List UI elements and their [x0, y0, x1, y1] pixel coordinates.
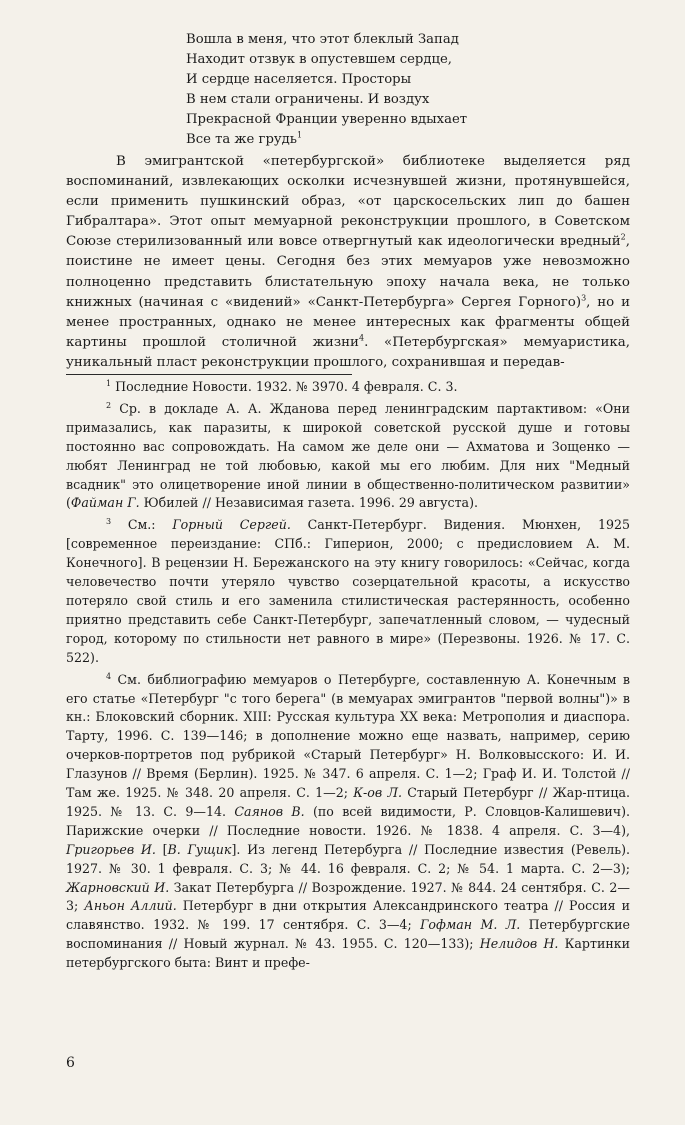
page-number: 6: [66, 1055, 75, 1071]
footnote-author: Саянов В.: [234, 803, 305, 819]
footnote-3: [66, 516, 630, 667]
poem-line: [186, 130, 626, 150]
poem-line-text: Все та же грудь: [186, 132, 297, 147]
footnote-author: Аньон Аллий.: [84, 898, 177, 914]
footnote-text: См.:: [127, 517, 173, 533]
footnote-text: Ср. в докладе А. А. Жданова перед ленинградским партактивом: «Они примазались, как паразиты, к широкой советской русской душе и готовы постоянно вас сопровождать. На самом же деле они — Ахматова и Зощенко — любят Ленинград не той любовью, какой мы его любим. Для них "Медный всадник" это олицетворение иной линии в общественно-политическом развитии» (: [66, 400, 630, 511]
poem-line: Вошла в меня, что этот блеклый Запад: [186, 32, 459, 47]
poem-line: И сердце населяется. Просторы: [186, 72, 412, 87]
footnote-text: Старый Петербург // Жар-птица. 1925. № 13. С. 9—14.: [66, 785, 631, 819]
footnote-ref: 4: [358, 333, 365, 343]
footnote-text: Последние Новости. 1932. № 3970. 4 февраля. С. 3.: [115, 379, 458, 394]
footnote-text: Картинки петербургского быта: Винт и префе-: [66, 936, 630, 971]
poem-line: Находит отзвук в опустевшем сердце,: [186, 52, 452, 67]
footnote-text: См. библиографию мемуаров о Петербурге, составленную А. Конечным в его статье «Петербург "с того берега" (в мемуарах эмигрантов "первой волны")» в кн.: Блоковский сборник. XIII: Русская культура XX века: Метрополия и диаспора. Тарту, 1996. С. 139—146; в дополнение можно еще назвать, например, серию очерков-портретов под рубрикой «Старый Петербург» Н. Волковысского: И. И. Глазунов // Время (Берлин). 1925. № 347. 6 апреля. С. 1—2; Граф И. И. Толстой // Там же. 1925. № 348. 20 апреля. С. 1—2;: [66, 671, 630, 801]
footnote-author: Файман Г.: [70, 495, 140, 511]
footnote-text: [: [155, 841, 168, 857]
text-run: , но и менее пространных, однако не менее интересных как фрагменты общей картины прошлой столичной жизни: [66, 294, 631, 350]
footnote-author: К-ов Л.: [353, 785, 402, 801]
footnote-text: Петербургские воспоминания // Новый журнал. № 43. 1955. С. 120—133);: [66, 917, 631, 952]
footnote-number: 3: [106, 517, 112, 527]
paragraph: [66, 152, 630, 373]
footnote-text: Санкт-Петербург. Видения. Мюнхен, 1925 [современное переиздание: СПб.: Гиперион, 2000; с предисловием А. М. Конечного]. В рецензии Н. Бережанского на эту книгу говорилось: «Сейчас, когда человечество почти утеряло чувство созерцательной красоты, а искусство потеряло свой стиль и его заменила стилистическая растерянность, особенно приятно представить себе Санкт-Петербург, запечатленный словом, — чудесный город, которому по стильности нет равного в мире» (Перезвоны. 1926. № 17. С. 522).: [66, 517, 630, 665]
footnote-text: Закат Петербурга // Возрождение. 1927. № 844. 24 сентября. С. 2—3;: [66, 879, 630, 914]
footnotes: [66, 378, 630, 973]
footnote-ref: 1: [296, 130, 303, 140]
epigraph-poem: [186, 30, 626, 150]
footnote-text: Юбилей // Независимая газета. 1996. 29 августа).: [139, 495, 478, 511]
footnote-number: 1: [106, 378, 112, 388]
footnote-ref: 3: [581, 293, 587, 303]
footnote-author: В. Гущик: [167, 841, 232, 857]
footnote-text: Петербург в дни открытия Александринского театра // Россия и славянство. 1932. № 199. 17 сентября. С. 3—4;: [66, 898, 630, 933]
footnote-author: Горный Сергей.: [172, 517, 291, 533]
footnote-number: 2: [106, 400, 112, 410]
text-run: , поистине не имеет цены. Сегодня без этих мемуаров уже невозможно полноценно представить блистательную эпоху начала века, не только книжных (начиная с «видений» «Санкт-Петербурга» Сергея Горного): [66, 234, 630, 310]
footnote-text: ]. Из легенд Петербурга // Последние известия (Ревель). 1927. № 30. 1 февраля. С. 3; № 44. 16 февраля. С. 2; № 54. 1 марта. С. 2—3);: [66, 841, 630, 876]
poem-line: Прекрасной Франции уверенно вдыхает: [186, 112, 468, 127]
footnote-author: Григорьев И.: [66, 841, 156, 857]
footnote-1: [66, 378, 630, 397]
footnote-4: [66, 671, 630, 974]
footnote-2: [66, 400, 630, 513]
footnote-author: Нелидов Н.: [479, 936, 559, 952]
footnote-divider: [66, 374, 352, 375]
text-run: . «Петербургская» мемуаристика, уникальный пласт реконструкции прошлого, сохранившая и передав-: [66, 334, 630, 370]
footnote-ref: 2: [620, 232, 626, 242]
footnote-number: 4: [106, 671, 112, 681]
poem-line: В нем стали ограничены. И воздух: [186, 92, 430, 107]
text-run: В эмигрантской «петербургской» библиотеке выделяется ряд воспоминаний, извлекающих осколки исчезнувшей жизни, протянувшейся, если применить пушкинский образ, «от царскосельских лип до башен Гибралтара». Этот опыт мемуарной реконструкции прошлого, в Советском Союзе стерилизованный или вовсе отвергнутый как идеологически вредный: [66, 154, 630, 250]
footnote-text: (по всей видимости, Р. Словцов-Калишевич). Парижские очерки // Последние новости. 1926. № 1838. 4 апреля. С. 3—4),: [66, 803, 630, 838]
footnote-author: Жарновский И.: [66, 879, 170, 895]
main-text: [66, 152, 630, 373]
footnote-author: Гофман М. Л.: [420, 917, 521, 933]
